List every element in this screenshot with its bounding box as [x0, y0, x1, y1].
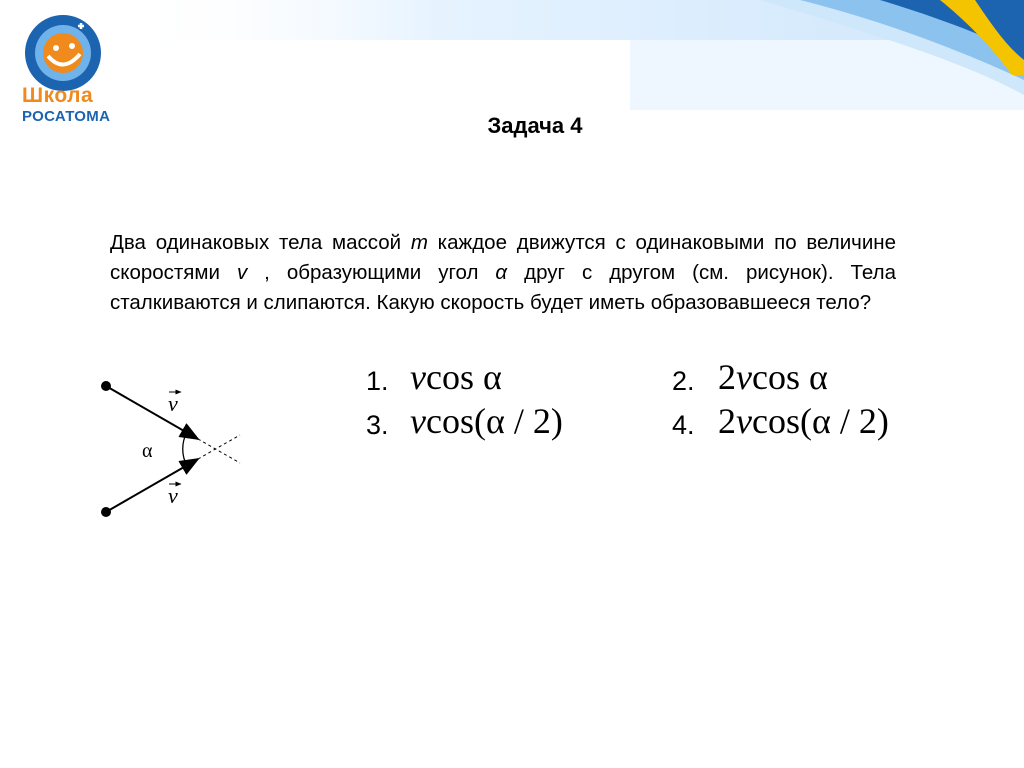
problem-text-part4: друг с другом (см. рисунок). Тела сталкиваются и слипаются. Какую скорость будет иметь образовавшееся тело?: [110, 261, 896, 314]
formula-variable: v: [410, 357, 426, 397]
logo-text-line2: РОСАТОМА: [22, 108, 111, 125]
formula-argument: α: [482, 357, 502, 397]
angle-label: α: [142, 440, 153, 462]
answer-formula: [410, 400, 563, 442]
problem-text-part2: каждое движутся с одинаковыми по величине скоростями: [110, 231, 897, 284]
problem-text-part1: Два одинаковых тела массой: [110, 231, 411, 254]
logo-text-line1: Школа: [22, 84, 94, 107]
problem-text-part3: , образующими угол: [247, 261, 496, 284]
formula-function: cos: [425, 357, 474, 397]
answer-number: 4.: [672, 410, 695, 440]
page-title: Задача 4: [487, 113, 583, 138]
answer-formula: [718, 400, 889, 442]
velocity-label-top: v: [168, 391, 178, 416]
velocity-label-bottom: v: [168, 483, 178, 508]
formula-coefficient: 2: [718, 401, 736, 441]
collision-diagram: [90, 370, 260, 530]
answer-number: 3.: [366, 410, 389, 440]
problem-text: [110, 228, 896, 318]
formula-variable: v: [410, 401, 426, 441]
formula-coefficient: 2: [718, 357, 736, 397]
velocity-arrow-bottom: [106, 459, 198, 512]
formula-function: cos: [425, 401, 474, 441]
formula-variable: v: [736, 401, 752, 441]
header-decoration: [0, 0, 1024, 130]
formula-argument: (α / 2): [799, 401, 889, 441]
velocity-symbol: v: [236, 261, 248, 284]
answer-number: 2.: [672, 366, 695, 396]
mass-symbol: m: [410, 231, 428, 254]
dashed-extension-bottom: [198, 435, 240, 459]
formula-function: cos: [751, 401, 800, 441]
formula-argument: α: [808, 357, 828, 397]
dashed-extension-top: [198, 439, 240, 463]
formula-function: cos: [751, 357, 800, 397]
answer-formula: [410, 356, 502, 398]
velocity-arrow-top: [106, 386, 198, 439]
angle-symbol: α: [495, 261, 508, 284]
answer-formula: [718, 356, 828, 398]
answer-number: 1.: [366, 366, 389, 396]
formula-variable: v: [736, 357, 752, 397]
angle-arc: [183, 432, 187, 466]
formula-argument: (α / 2): [473, 401, 563, 441]
